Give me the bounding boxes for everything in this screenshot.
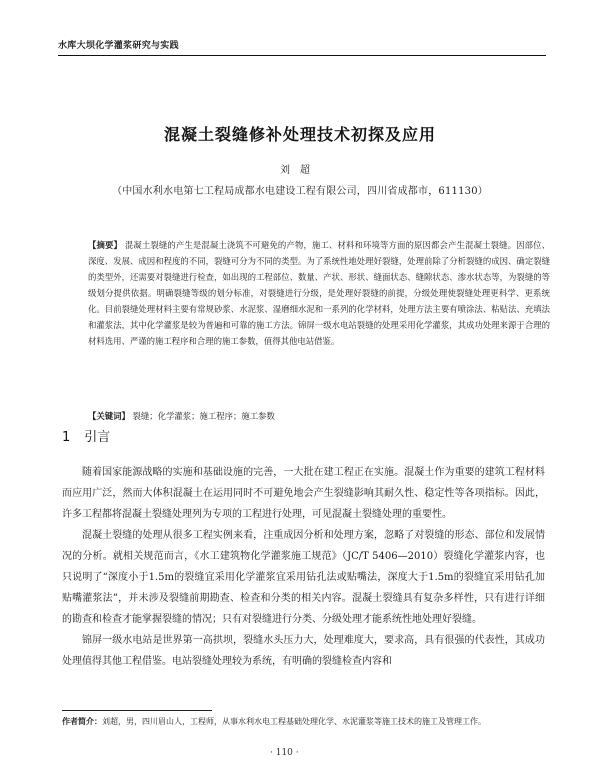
section-heading	[62, 426, 110, 445]
body-text	[62, 462, 545, 672]
body-paragraph: 混凝土裂缝的处理从很多工程实例来看，注重成因分析和处理方案，忽略了对裂缝的形态、部位和发展情况的分析。就相关规范而言，《水工建筑物化学灌浆施工规范》（JC/T 5406—2010）裂缝化学灌浆内容，也只说明了“深度小于1.5m的裂缝宜采用化学灌浆宜采用钻孔法或贴嘴法，深度大于1.5m的裂缝宜采用钻孔加贴嘴灌浆法”，并未涉及裂缝前期勘查、检查和分类的相关内容。混凝土裂缝具有复杂多样性，只有进行详细的勘查和检查才能掌握裂缝的情况；只有对裂缝进行分类、分级处理才能系统性地处理好裂缝。	[62, 530, 545, 625]
keywords-label: 【关键词】	[88, 411, 130, 421]
section-number: 1	[62, 430, 71, 445]
header-rule	[58, 55, 546, 56]
keywords-text: 裂缝；化学灌浆；施工程序；施工参数	[132, 411, 275, 421]
article-title: 混凝土裂缝修补处理技术初探及应用	[163, 125, 436, 144]
author-name: 刘超	[280, 165, 320, 176]
running-title: 水库大坝化学灌浆研究与实践	[58, 41, 179, 51]
author-footnote	[62, 714, 545, 729]
body-paragraph: 随着国家能源战略的实施和基础设施的完善，一大批在建工程正在实施。混凝土作为重要的建筑工程材料而应用广泛，然而大体积混凝土在运用同时不可避免地会产生裂缝影响其耐久性、稳定性等各项指标。因此，许多工程都将混凝土裂缝处理列为专项的工程进行处理，可见混凝土裂缝处理的重要性。	[62, 467, 545, 520]
abstract	[88, 237, 550, 349]
abstract-text: 混凝土裂缝的产生是混凝土浇筑不可避免的产物，施工、材料和环境等方面的原因都会产生混凝土裂缝。因部位、深度、发展、成因和程度的不同，裂缝可分为不同的类型。为了系统性地处理好裂缝，处理前除了分析裂缝的成因、确定裂缝的类型外，还需要对裂缝进行检查，如出现的工程部位、数量、产状、形状、缝面状态、缝隙状态、渗水状态等，为裂缝的等级划分提供依据。明确裂缝等级的划分标准，对裂缝进行分级，是处理好裂缝的前提，分级处理使裂缝处理更科学、更系统化。目前裂缝处理材料主要有常规砂浆、水泥浆、湿磨细水泥和一系列的化学材料，处理方法主要有喷涂法、粘贴法、充填法和灌浆法，其中化学灌浆是较为普遍和可靠的施工方法。锦屏一级水电站裂缝的处理采用化学灌浆，其成功处理来源于合理的材料选用、严谨的施工程序和合理的施工参数，值得其他电站借鉴。	[88, 240, 550, 346]
footnote-text: 刘超，男，四川眉山人，工程师，从事水利水电工程基础处理化学、水泥灌浆等施工技术的施工及管理工作。	[102, 717, 486, 726]
author-affiliation: （中国水利水电第七工程局成都水电建设工程有限公司，四川省成都市，611130）	[112, 186, 488, 197]
body-paragraph: 锦屏一级水电站是世界第一高拱坝，裂缝水头压力大，处理难度大，要求高，具有很强的代表性，其成功处理值得其他工程借鉴。电站裂缝处理较为系统，有明确的裂缝检查内容和	[62, 635, 545, 667]
footnote-rule	[62, 710, 212, 711]
abstract-label: 【摘要】	[88, 240, 123, 250]
footnote-label: 作者简介：	[62, 717, 102, 726]
section-title: 引言	[84, 430, 111, 445]
keywords	[88, 410, 550, 422]
page-number: · 110 ·	[270, 748, 299, 758]
